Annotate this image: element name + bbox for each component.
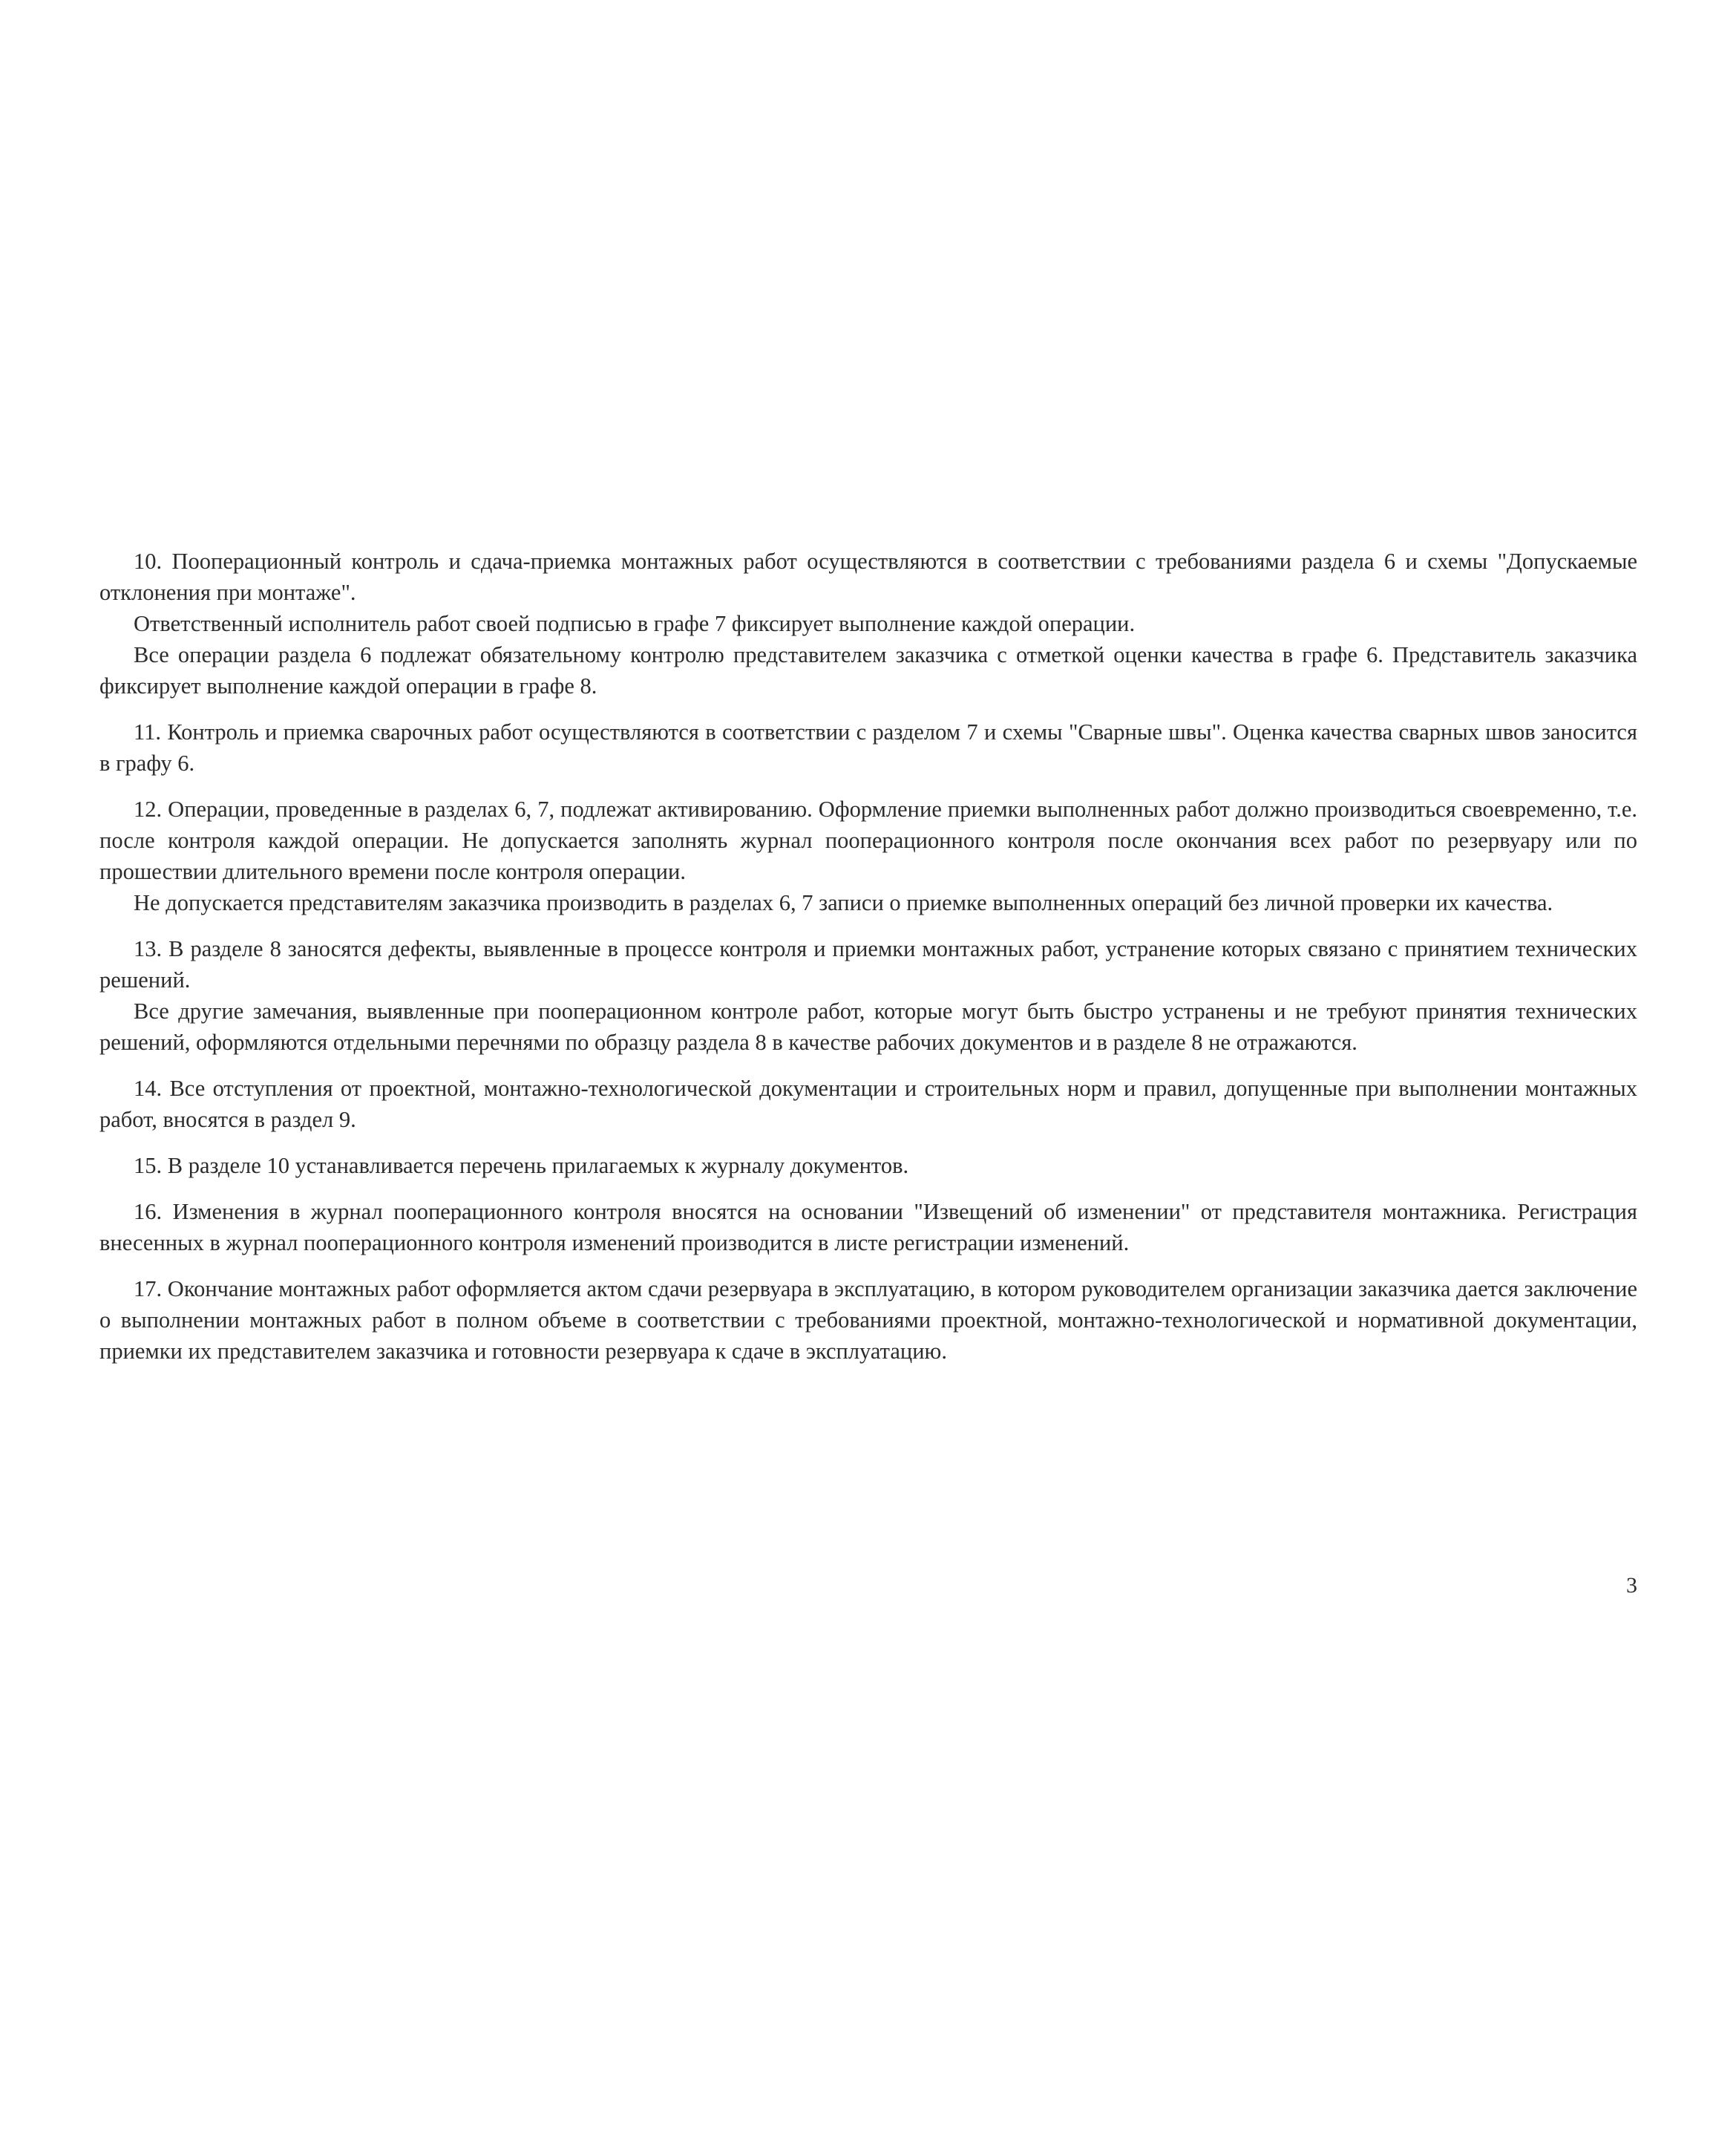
section-14 bbox=[99, 1073, 1637, 1135]
paragraph: 15. В разделе 10 устанавливается перечень прилагаемых к журналу документов. bbox=[134, 1153, 909, 1178]
document-body bbox=[99, 546, 1637, 1382]
paragraph: Все операции раздела 6 подлежат обязательному контролю представителем заказчика с отметкой оценки качества в графе 6. Представитель заказчика фиксирует выполнение каждой операции в графе 8. bbox=[99, 642, 1637, 699]
paragraph: 10. Пооперационный контроль и сдача-приемка монтажных работ осуществляются в соответствии с требованиями раздела 6 и схемы "Допускаемые отклонения при монтаже". bbox=[99, 549, 1637, 605]
section-17 bbox=[99, 1273, 1637, 1367]
paragraph: 14. Все отступления от проектной, монтажно-технологической документации и строительных норм и правил, допущенные при выполнении монтажных работ, вносятся в раздел 9. bbox=[99, 1076, 1637, 1132]
paragraph: 12. Операции, проведенные в разделах 6, 7, подлежат активированию. Оформление приемки выполненных работ должно производиться своевременно, т.е. после контроля каждой операции. Не допускается заполнять журнал пооперационного контроля после окончания всех работ по резервуару или по прошествии длительного времени после контроля операции. bbox=[99, 797, 1637, 884]
section-11 bbox=[99, 716, 1637, 779]
paragraph: Не допускается представителям заказчика производить в разделах 6, 7 записи о приемке выполненных операций без личной проверки их качества. bbox=[134, 890, 1553, 915]
paragraph: Все другие замечания, выявленные при пооперационном контроле работ, которые могут быть быстро устранены и не требуют принятия технических решений, оформляются отдельными перечнями по образцу раздела 8 в качестве рабочих документов и в разделе 8 не отражаются. bbox=[99, 999, 1637, 1055]
paragraph: 17. Окончание монтажных работ оформляется актом сдачи резервуара в эксплуатацию, в котором руководителем организации заказчика дается заключение о выполнении монтажных работ в полном объеме в соответствии с требованиями проектной, монтажно-технологической и нормативной документации, приемки их представителем заказчика и готовности резервуара к сдаче в эксплуатацию. bbox=[99, 1276, 1637, 1364]
paragraph: Ответственный исполнитель работ своей подписью в графе 7 фиксирует выполнение каждой операции. bbox=[134, 611, 1136, 636]
section-12 bbox=[99, 794, 1637, 918]
section-16 bbox=[99, 1196, 1637, 1258]
section-13 bbox=[99, 933, 1637, 1058]
section-15 bbox=[99, 1150, 1637, 1181]
section-10 bbox=[99, 546, 1637, 702]
page-number: 3 bbox=[1626, 1573, 1637, 1598]
paragraph: 16. Изменения в журнал пооперационного контроля вносятся на основании "Извещений об изменении" от представителя монтажника. Регистрация внесенных в журнал пооперационного контроля изменений производится в листе регистрации изменений. bbox=[99, 1199, 1637, 1255]
paragraph: 11. Контроль и приемка сварочных работ осуществляются в соответствии с разделом 7 и схемы "Сварные швы". Оценка качества сварных швов заносится в графу 6. bbox=[99, 719, 1637, 776]
paragraph: 13. В разделе 8 заносятся дефекты, выявленные в процессе контроля и приемки монтажных работ, устранение которых связано с принятием технических решений. bbox=[99, 936, 1637, 993]
